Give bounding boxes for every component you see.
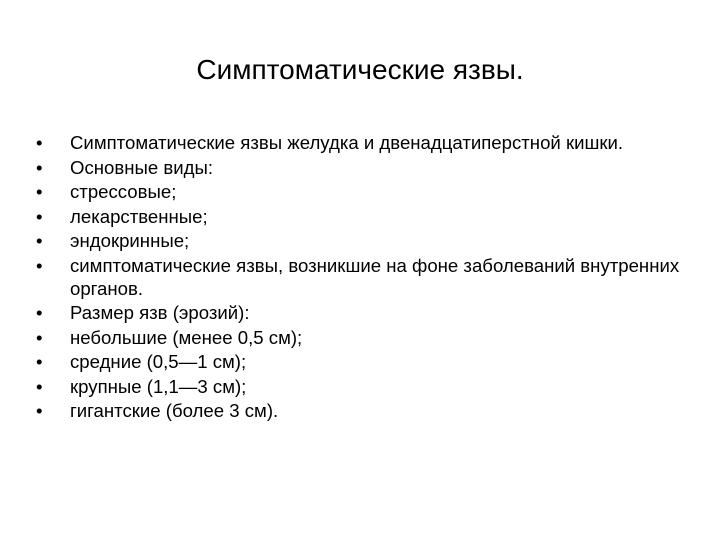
list-item [36,205,686,228]
list-item [36,180,686,203]
list-item-text: крупные (1,1—3 см); [70,375,247,397]
bullet-icon: • [36,326,43,348]
list-item-text: симптоматические язвы, возникшие на фоне заболеваний внутренних органов. [70,254,680,299]
bullet-icon: • [36,400,43,422]
bullet-icon: • [36,181,43,202]
bullet-icon: • [36,351,43,373]
list-item [36,229,686,252]
list-item-text: Основные виды: [70,156,214,178]
bullet-icon: • [36,254,43,276]
list-item [36,131,686,154]
slide-title: Симптоматические язвы. [196,54,524,85]
list-item-text: небольшие (менее 0,5 см); [70,326,303,348]
list-item-text: Размер язв (эрозий): [70,302,250,324]
list-item-text: средние (0,5—1 см); [70,351,247,373]
list-item [36,326,686,349]
list-item [36,350,686,373]
bullet-list [36,131,686,424]
bullet-icon: • [36,230,43,251]
bullet-icon: • [36,132,43,153]
list-item [36,375,686,398]
list-item [36,301,686,324]
list-item-text: стрессовые; [70,181,177,202]
list-item [36,254,686,300]
list-item [36,156,686,179]
list-item-text: Симптоматические язвы желудка и двенадцатиперстной кишки. [70,132,624,153]
bullet-icon: • [36,205,43,227]
bullet-icon: • [36,156,43,178]
list-item-text: лекарственные; [70,205,208,227]
list-item [36,399,686,422]
bullet-icon: • [36,302,43,324]
list-item-text: гигантские (более 3 см). [70,400,279,422]
list-item-text: эндокринные; [70,230,190,251]
bullet-icon: • [36,375,43,397]
